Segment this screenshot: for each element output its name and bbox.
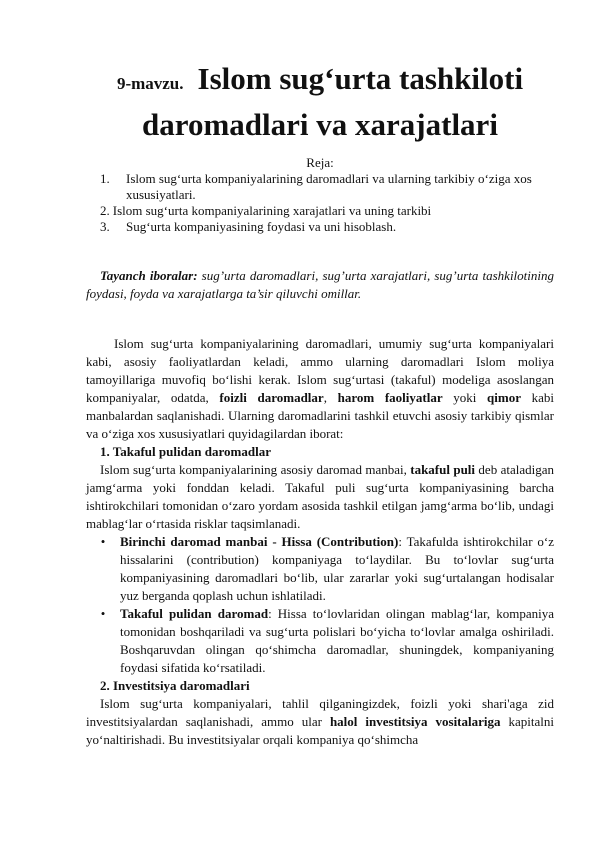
plan-label: Reja: (306, 155, 334, 170)
bold-term: qimor (487, 390, 521, 405)
plan-item-text: Sug‘urta kompaniyasining foydasi va uni hisoblash. (126, 219, 397, 234)
bold-term: takaful puli (410, 462, 476, 477)
plan-item (86, 171, 554, 203)
key-terms (86, 267, 554, 303)
plan-item-number: 1. (100, 171, 110, 186)
plan-item (86, 203, 554, 219)
bold-term: harom faoliyatlar (337, 390, 443, 405)
paragraph-text: kapitalni yo‘naltirishadi. Bu investitsiyalar orqali kompaniya qo‘shimcha (86, 714, 555, 747)
plan-item-number: 3. (100, 219, 110, 234)
section-heading: 2. Investitsiya daromadlari (100, 678, 250, 693)
bold-term: halol investitsiya vositalariga (329, 714, 501, 729)
intro-paragraph (86, 335, 554, 443)
paragraph-text: yoki (442, 390, 488, 405)
plan-list (86, 171, 554, 235)
paragraph-text: Islom sug‘urta kompaniyalari, tahlil qilganingizdek, foizli yoki shari'aga zid investitsiyalardan saqlanishadi, ammo ular (86, 696, 554, 729)
plan-item-text: Islom sug‘urta kompaniyalarining daromadlari va ularning tarkibiy o‘ziga xos xususiyatlari. (126, 171, 532, 202)
section-paragraph (86, 695, 554, 749)
paragraph-text: : Hissa to‘lovlaridan olingan mablag‘lar, kompaniya tomonidan boshqariladi va sug‘urta polislari bo‘yicha to‘lovlar amalga oshiriladi. Boshqaruvdan olingan qo‘shimcha daromadlar, shuningdek, kompaniyaning foydasi sifatida ko‘rsatiladi. (120, 606, 555, 675)
section-paragraph (86, 461, 554, 533)
bullet-icon: • (100, 534, 106, 549)
paragraph-text: , (323, 390, 338, 405)
key-terms-label: Tayanch iboralar: (100, 268, 198, 283)
plan-item-text: Islom sug‘urta kompaniyalarining xarajatlari va uning tarkibi (112, 203, 432, 218)
topic-number: 9-mavzu. (116, 74, 184, 93)
paragraph-text: kabi manbalardan saqlanishadi. Ularning daromadlarini tashkil etuvchi asosiy tarkibiy qismlar va o‘ziga xos xususiyatlari quyidagilardan iborat: (86, 390, 555, 441)
bold-term: Birinchi daromad manbai - Hissa (Contribution) (120, 534, 399, 549)
bullet-list (86, 533, 554, 677)
title-text: Islom sug‘urta tashkiloti daromadlari va xarajatlari (142, 61, 524, 142)
bullet-item (86, 605, 554, 677)
bullet-text (120, 605, 554, 677)
plan-item (86, 219, 554, 235)
bold-term: foizli daromadlar (219, 390, 324, 405)
section-heading: 1. Takaful pulidan daromadlar (100, 444, 271, 459)
page-title (86, 58, 554, 145)
paragraph-text: Islom sug‘urta kompaniyalarining asosiy daromad manbai, (100, 462, 411, 477)
plan-item-number: 2. (100, 203, 110, 218)
bold-term: Takaful pulidan daromad (120, 606, 269, 621)
key-terms-text: sug’urta daromadlari, sug’urta xarajatlari, sug’urta tashkilotining foydasi, foyda va xarajatlarga ta’sir qiluvchi omillar. (86, 268, 555, 301)
bullet-item (86, 533, 554, 605)
paragraph-text: : Takafulda ishtirokchilar o‘z hissalarini (contribution) kompaniyaga to‘laydilar. Bu to‘lovlar sug‘urta kompaniyasining daromadlari bo‘lib, ular zararlar yoki sug‘urtalangan hodisalar yuz berganda qoplash uchun ishlatiladi. (120, 534, 554, 603)
bullet-icon: • (100, 606, 106, 621)
paragraph-text: Islom sug‘urta kompaniyalarining daromadlari, umumiy sug‘urta kompaniyalari kabi, asosiy faoliyatlardan keladi, ammo ularning daromadlari Islom moliya tamoyillariga muvofiq bo‘lishi kerak. Islom sug‘urtasi (takaful) modeliga asoslangan kompaniyalar, odatda, (86, 336, 554, 405)
paragraph-text: deb ataladigan jamg‘arma yoki fonddan keladi. Takaful puli sug‘urta kompaniyasining barcha ishtirokchilari tomonidan o‘zaro yordam asosida tashkil etilgan jamg‘arma bo‘lib, undagi mablag‘lar o‘rtasida risklar taqsimlanadi. (86, 462, 555, 531)
document-page (86, 58, 554, 749)
bullet-text (120, 533, 554, 605)
